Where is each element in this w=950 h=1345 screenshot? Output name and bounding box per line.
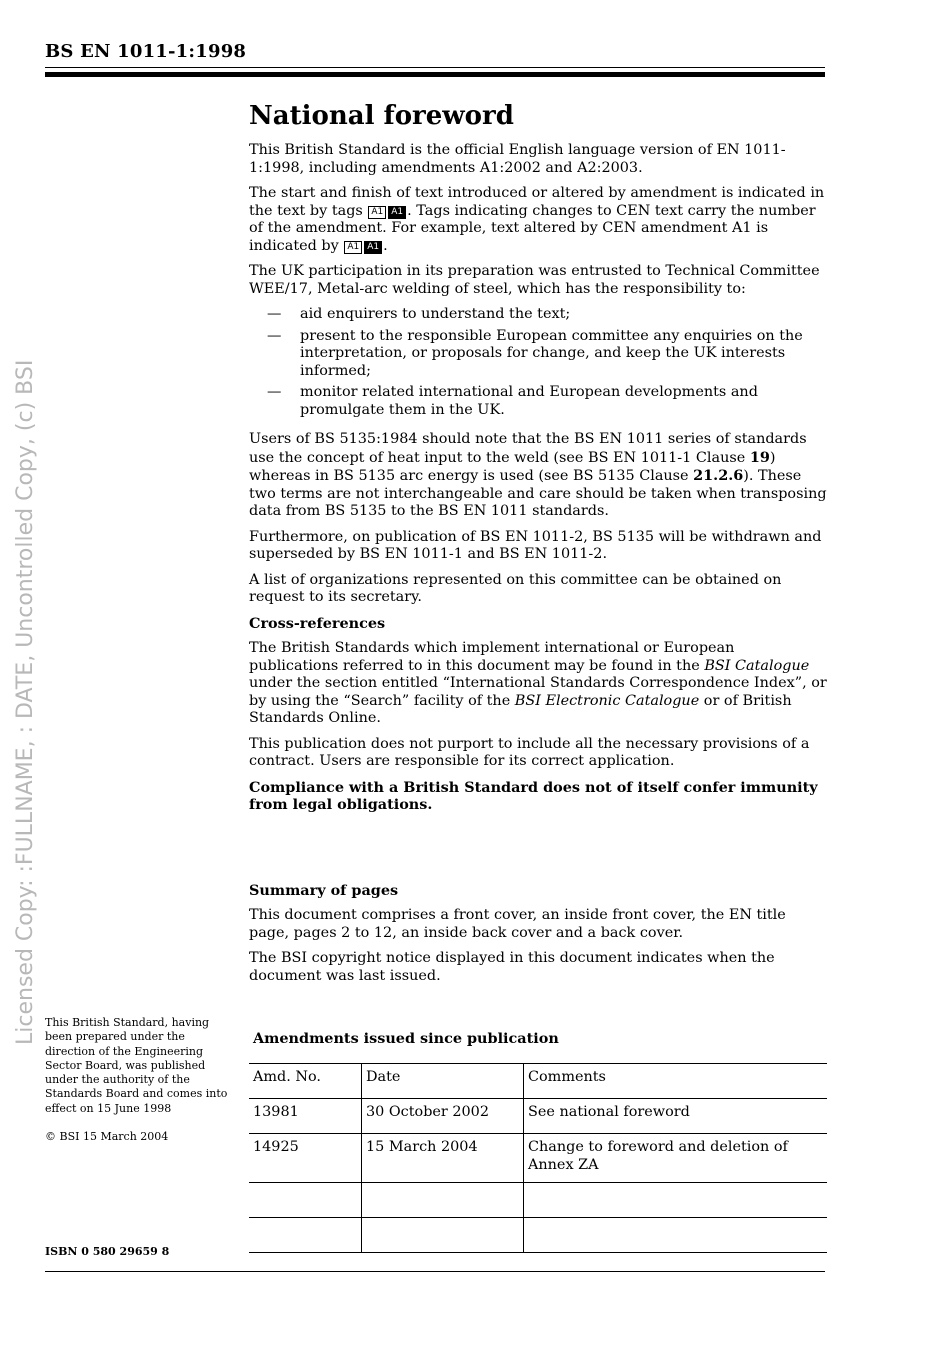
list-item: — aid enquirers to understand the text; <box>267 306 571 322</box>
paragraph-committee: The UK participation in its preparation was entrusted to Technical Committee WEE/17, Metal-arc welding of steel, which has the responsibility to: <box>249 263 820 297</box>
paragraph-intro: This British Standard is the official English language version of EN 1011-1:1998, including amendments A1:2002 and A2:2003. <box>249 142 786 176</box>
compliance-statement: Compliance with a British Standard does not of itself confer immunity from legal obligations. <box>249 778 818 813</box>
license-watermark: Licensed Copy: :FULLNAME, : DATE, Uncontrolled Copy, (c) BSI <box>13 359 38 1045</box>
column-header: Date <box>362 1064 524 1099</box>
amendments-table <box>249 1063 827 1253</box>
cross-references-heading: Cross-references <box>249 614 386 632</box>
paragraph-organizations: A list of organizations represented on this committee can be obtained on request to its secretary. <box>249 571 782 605</box>
table-cell: 14925 <box>249 1134 362 1183</box>
table-cell: 13981 <box>249 1099 362 1134</box>
header-rule-thick <box>45 72 825 77</box>
publication-note: This British Standard, having been prepared under the direction of the Engineering Sector Board, was published under the authority of the Standards Board and comes into effect on 15 June 1998 <box>45 1016 228 1115</box>
table-cell <box>524 1183 828 1218</box>
document-id: BS EN 1011-1:1998 <box>45 41 247 62</box>
amendment-end-tag-icon: A1 <box>388 206 406 219</box>
column-header: Amd. No. <box>249 1064 362 1099</box>
page-title: National foreword <box>249 101 514 131</box>
paragraph-tags: The start and finish of text introduced or altered by amendment is indicated in the text by tags A1 A1 . Tags indicating changes to CEN text carry the number of the amendment. For example, text altered by CEN amendment A1 is indicated by A1 A1 . <box>249 185 825 254</box>
list-item: — present to the responsible European committee any enquiries on the interpretation, or proposals for change, and keep the UK interests informed; <box>267 327 803 379</box>
paragraph-cross-references: The British Standards which implement international or European publications referred to in this document may be found in the BSI Catalogue under the section entitled “International Standards Correspondence Index”, or by using the “Search” facility of the BSI Electronic Catalogue or of British Standards Online. <box>249 640 827 726</box>
column-header: Comments <box>524 1064 828 1099</box>
list-item: — monitor related international and European developments and promulgate them in the UK. <box>267 384 758 418</box>
table-cell <box>524 1218 828 1253</box>
table-row <box>249 1183 827 1218</box>
paragraph-copyright-notice: The BSI copyright notice displayed in this document indicates when the document was last issued. <box>249 950 775 984</box>
table-cell <box>249 1183 362 1218</box>
paragraph-summary: This document comprises a front cover, an inside front cover, the EN title page, pages 2 to 12, an inside back cover and a back cover. <box>249 907 786 941</box>
header-rule-thin <box>45 67 825 68</box>
table-cell: 30 October 2002 <box>362 1099 524 1134</box>
amendment-start-tag-icon: A1 <box>344 241 362 254</box>
sidebar-publication-info <box>45 1016 230 1144</box>
table-cell: 15 March 2004 <box>362 1134 524 1183</box>
table-cell <box>249 1218 362 1253</box>
table-cell <box>362 1218 524 1253</box>
paragraph-provisions: This publication does not purport to include all the necessary provisions of a contract. Users are responsible for its correct application. <box>249 735 810 769</box>
copyright-line: © BSI 15 March 2004 <box>45 1130 169 1144</box>
table-row <box>249 1099 827 1134</box>
paragraph-heat-input: Users of BS 5135:1984 should note that the BS EN 1011 series of standards use the concept of heat input to the weld (see BS EN 1011-1 Clause 19) whereas in BS 5135 arc energy is used (see BS 5135 Clause 21.2.6). These two terms are not interchangeable and care should be taken when transposing data from BS 5135 to the BS EN 1011 standards. <box>249 431 827 519</box>
table-cell: See national foreword <box>524 1099 828 1134</box>
table-header-row <box>249 1064 827 1099</box>
table-cell: Change to foreword and deletion of Annex ZA <box>524 1134 828 1183</box>
footer-rule <box>45 1271 825 1272</box>
table-row <box>249 1218 827 1253</box>
table-row <box>249 1134 827 1183</box>
amendment-end-tag-icon: A1 <box>364 241 382 254</box>
national-foreword <box>249 100 827 993</box>
table-cell <box>362 1183 524 1218</box>
responsibility-list <box>249 306 827 419</box>
amendment-start-tag-icon: A1 <box>368 206 386 219</box>
amendments-heading: Amendments issued since publication <box>253 1030 559 1047</box>
paragraph-withdrawal: Furthermore, on publication of BS EN 1011-2, BS 5135 will be withdrawn and superseded by BS EN 1011-1 and BS EN 1011-2. <box>249 528 822 562</box>
summary-heading: Summary of pages <box>249 881 399 899</box>
isbn: ISBN 0 580 29659 8 <box>45 1245 170 1258</box>
